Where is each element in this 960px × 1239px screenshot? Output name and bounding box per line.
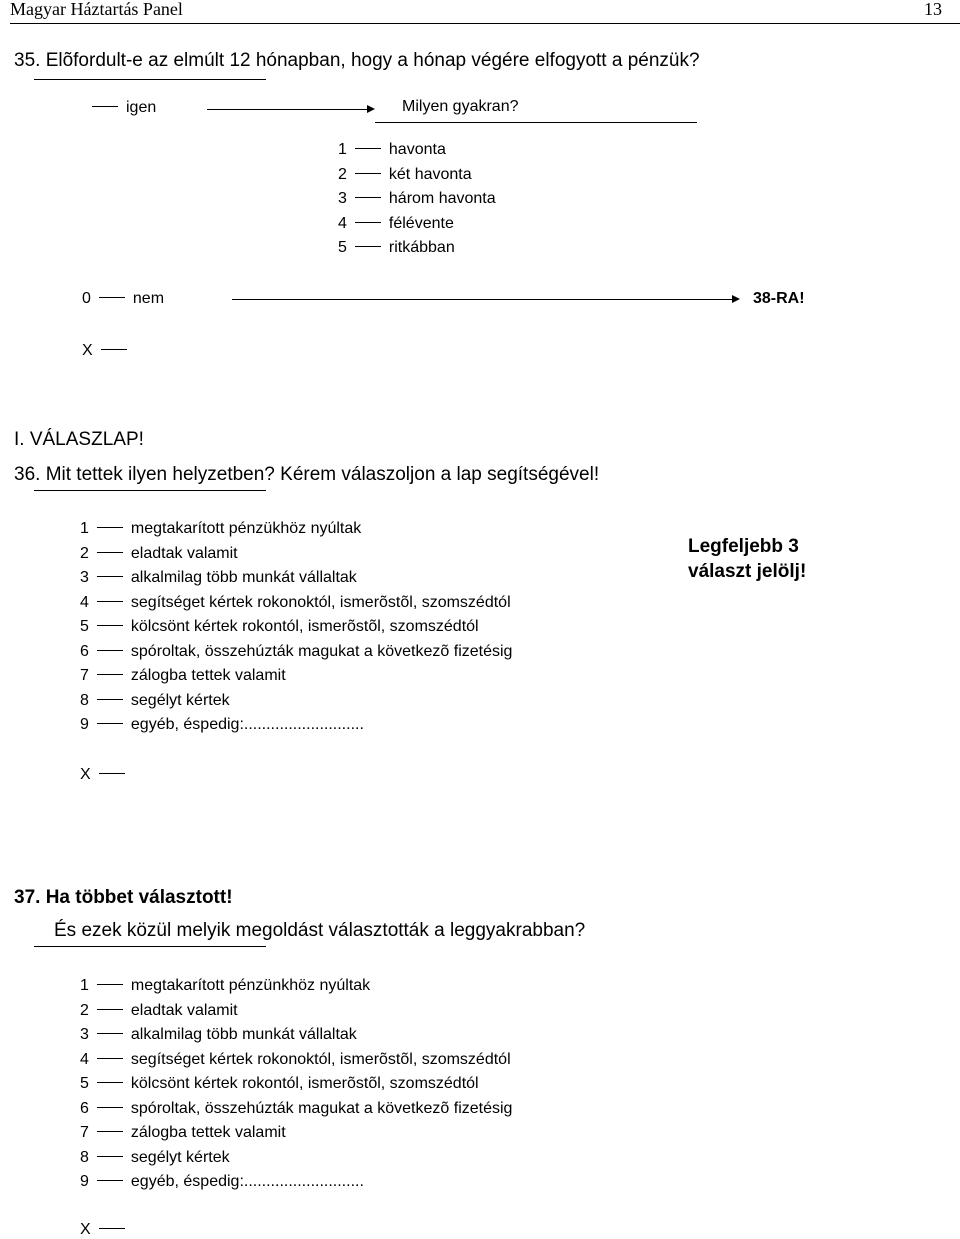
option-code: 2: [338, 165, 347, 183]
q37-option-2[interactable]: [80, 1002, 238, 1020]
option-code: 5: [80, 618, 89, 635]
q37-option-9[interactable]: [80, 1173, 364, 1191]
answer-dash: [97, 552, 123, 553]
q37-option-7[interactable]: [80, 1124, 286, 1142]
option-label: egyéb, éspedig:...........................: [130, 716, 364, 733]
option-label: kölcsönt kértek rokontól, ismerõstõl, szomszédtól: [130, 1075, 479, 1092]
option-label: kölcsönt kértek rokontól, ismerõstõl, szomszédtól: [130, 618, 479, 635]
option-label: zálogba tettek valamit: [130, 1124, 286, 1141]
option-code: 2: [80, 544, 89, 562]
answer-dash: [355, 197, 381, 198]
answer-dash: [97, 984, 123, 985]
q36-x-label: X: [80, 766, 91, 783]
answer-dash: [99, 773, 125, 774]
max-answers-note-line2: választ jelölj!: [688, 561, 807, 582]
answer-dash: [97, 527, 123, 528]
option-code: 6: [80, 1099, 89, 1117]
answer-dash: [97, 1009, 123, 1010]
option-label: alkalmilag több munkát vállaltak: [130, 1026, 357, 1043]
answer-dash: [97, 1107, 123, 1108]
q36-option-3[interactable]: [80, 569, 357, 587]
answer-dash: [97, 723, 123, 724]
option-label: két havonta: [388, 165, 472, 183]
q35-yes-label: igen: [126, 99, 157, 116]
skip-instruction: 38-RA!: [753, 290, 805, 307]
answer-dash: [97, 674, 123, 675]
option-label: segítséget kértek rokonoktól, ismerõstõl, szomszédtól: [130, 593, 511, 611]
option-label: segítséget kértek rokonoktól, ismerõstõl, szomszédtól: [130, 1050, 511, 1068]
q36-option-5[interactable]: [80, 618, 479, 636]
question-35: 35. Elõfordult-e az elmúlt 12 hónapban, hogy a hónap végére elfogyott a pénzük?: [14, 50, 700, 71]
frequency-option-1[interactable]: [338, 141, 446, 159]
option-label: segélyt kértek: [130, 691, 230, 709]
question-37-underline: [34, 946, 266, 947]
frequency-option-5[interactable]: [338, 239, 455, 257]
option-code: 8: [80, 691, 89, 709]
question-37: És ezek közül melyik megoldást választották a leggyakrabban?: [54, 920, 586, 941]
question-36-underline: [34, 490, 266, 491]
option-label: spóroltak, összehúzták magukat a következõ fizetésig: [130, 642, 513, 660]
answer-dash: [355, 222, 381, 223]
page-number: 13: [924, 0, 942, 19]
q36-x-option[interactable]: [80, 766, 133, 784]
answer-dash: [355, 148, 381, 149]
q36-option-8[interactable]: [80, 692, 230, 710]
question-36: 36. Mit tettek ilyen helyzetben? Kérem válaszoljon a lap segítségével!: [14, 464, 600, 485]
option-label: eladtak valamit: [130, 544, 238, 562]
option-label: spóroltak, összehúzták magukat a következõ fizetésig: [130, 1099, 513, 1117]
option-code: 9: [80, 1173, 89, 1190]
frequency-option-3[interactable]: [338, 190, 496, 208]
answer-dash: [97, 601, 123, 602]
option-code: 7: [80, 667, 89, 684]
answer-dash: [355, 246, 381, 247]
answer-dash: [355, 173, 381, 174]
answer-dash: [97, 1082, 123, 1083]
answer-dash: [97, 625, 123, 626]
q35-x-option[interactable]: [82, 342, 135, 360]
q36-option-7[interactable]: [80, 667, 286, 685]
q37-option-6[interactable]: [80, 1100, 512, 1118]
q36-option-6[interactable]: [80, 643, 512, 661]
q35-no-code: 0: [82, 290, 91, 307]
option-code: 3: [338, 190, 347, 207]
answer-dash: [101, 349, 127, 350]
header-rule: [10, 23, 960, 24]
option-label: havonta: [388, 141, 446, 158]
answer-dash: [97, 699, 123, 700]
q37-option-3[interactable]: [80, 1026, 357, 1044]
option-code: 4: [80, 1050, 89, 1068]
q37-x-option[interactable]: [80, 1221, 133, 1239]
arrow-skip: [232, 299, 738, 300]
answer-dash: [97, 576, 123, 577]
q36-option-2[interactable]: [80, 545, 238, 563]
option-code: 2: [80, 1001, 89, 1019]
answer-dash: [97, 1156, 123, 1157]
answer-dash: [92, 106, 118, 107]
q36-option-9[interactable]: [80, 716, 364, 734]
answer-dash: [97, 1058, 123, 1059]
section-title: I. VÁLASZLAP!: [14, 429, 144, 450]
option-code: 3: [80, 569, 89, 586]
option-code: 7: [80, 1124, 89, 1141]
how-often-underline: [375, 122, 697, 123]
frequency-option-4[interactable]: [338, 215, 454, 233]
option-code: 9: [80, 716, 89, 733]
answer-dash: [97, 650, 123, 651]
q35-no-label: nem: [132, 290, 165, 307]
option-label: eladtak valamit: [130, 1001, 238, 1019]
q37-x-label: X: [80, 1221, 91, 1238]
option-label: zálogba tettek valamit: [130, 667, 286, 684]
option-code: 5: [338, 239, 347, 256]
option-code: 6: [80, 642, 89, 660]
q36-option-1[interactable]: [80, 520, 361, 538]
option-label: megtakarított pénzükhöz nyúltak: [130, 520, 362, 537]
answer-dash: [97, 1033, 123, 1034]
option-code: 1: [338, 141, 347, 158]
q37-option-5[interactable]: [80, 1075, 479, 1093]
q35-yes-option[interactable]: [92, 99, 156, 117]
option-label: három havonta: [388, 190, 496, 207]
arrow-to-how-often: [207, 109, 373, 110]
frequency-option-2[interactable]: [338, 166, 472, 184]
option-label: alkalmilag több munkát vállaltak: [130, 569, 357, 586]
option-label: ritkábban: [388, 239, 455, 256]
option-code: 4: [80, 593, 89, 611]
option-code: 1: [80, 977, 89, 994]
how-often-label: Milyen gyakran?: [402, 98, 519, 115]
q35-no-option[interactable]: [82, 290, 164, 308]
max-answers-note: [688, 534, 806, 584]
option-label: megtakarított pénzünkhöz nyúltak: [130, 977, 371, 994]
option-label: egyéb, éspedig:...........................: [130, 1173, 364, 1190]
answer-dash: [99, 1228, 125, 1229]
q37-option-4[interactable]: [80, 1051, 511, 1069]
option-label: segélyt kértek: [130, 1148, 230, 1166]
option-code: 8: [80, 1148, 89, 1166]
option-code: 3: [80, 1026, 89, 1043]
q37-option-1[interactable]: [80, 977, 370, 995]
max-answers-note-line1: Legfeljebb 3: [688, 536, 799, 557]
q36-option-4[interactable]: [80, 594, 511, 612]
answer-dash: [99, 297, 125, 298]
option-label: félévente: [388, 214, 454, 232]
answer-dash: [97, 1131, 123, 1132]
option-code: 4: [338, 214, 347, 232]
answer-dash: [97, 1180, 123, 1181]
header-title: Magyar Háztartás Panel: [10, 0, 183, 19]
q35-x-label: X: [82, 342, 93, 359]
option-code: 1: [80, 520, 89, 537]
question-37-title: 37. Ha többet választott!: [14, 887, 233, 908]
q37-option-8[interactable]: [80, 1149, 230, 1167]
question-35-underline: [34, 79, 266, 80]
option-code: 5: [80, 1075, 89, 1092]
